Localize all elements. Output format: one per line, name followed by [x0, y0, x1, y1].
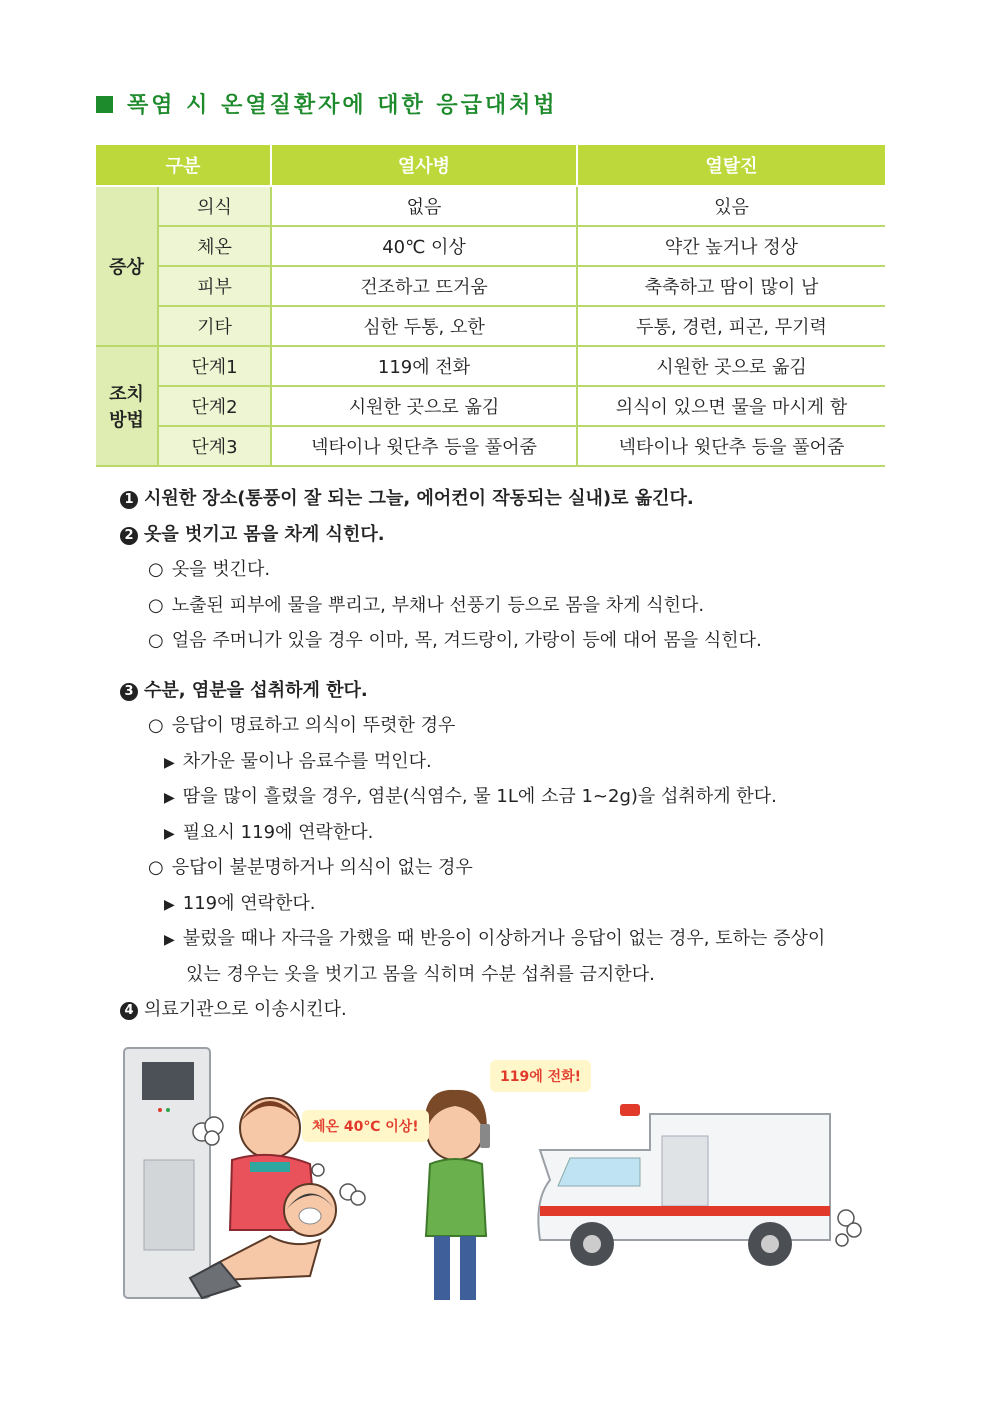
category-symptoms: 증상	[96, 186, 158, 346]
ambulance-icon	[538, 1104, 830, 1266]
cell-exhaustion: 의식이 있으면 물을 마시게 함	[577, 386, 885, 426]
circle-bullet-icon: ○	[148, 594, 164, 616]
circle-bullet-icon: ○	[148, 715, 164, 736]
number-badge-icon: 1	[120, 491, 138, 509]
row-label: 의식	[158, 186, 271, 226]
step-3: 3 수분, 염분을 섭취하게 한다.	[120, 676, 900, 712]
cell-exhaustion: 약간 높거나 정상	[577, 226, 885, 266]
circle-bullet-icon: ○	[148, 630, 164, 651]
arrow-bullet-icon: ▶	[164, 754, 175, 771]
table-row	[96, 386, 885, 426]
table-row	[96, 306, 885, 346]
bubble-body-temperature: 체온 40℃ 이상!	[302, 1110, 429, 1142]
table-row	[96, 226, 885, 266]
caller-person-icon	[424, 1090, 490, 1300]
list-item: ○ 노출된 피부에 물을 뿌리고, 부채나 선풍기 등으로 몸을 차게 식힌다.	[120, 591, 900, 627]
illustration	[120, 1040, 880, 1310]
table-row	[96, 186, 885, 226]
first-aid-steps	[120, 484, 900, 1031]
arrow-bullet-icon: ▶	[164, 896, 175, 913]
cell-heatstroke: 시원한 곳으로 옮김	[271, 386, 577, 426]
table-row	[96, 426, 885, 466]
cell-exhaustion: 두통, 경련, 피곤, 무기력	[577, 306, 885, 346]
table-header-row	[96, 144, 885, 186]
list-item: ○ 응답이 불분명하거나 의식이 없는 경우	[120, 853, 900, 889]
list-item: ▶ 필요시 119에 연락한다.	[120, 818, 900, 854]
table-row	[96, 266, 885, 306]
cell-heatstroke: 119에 전화	[271, 346, 577, 386]
row-label: 피부	[158, 266, 271, 306]
page-title: 폭염 시 온열질환자에 대한 응급대처법	[96, 88, 558, 119]
arrow-bullet-icon: ▶	[164, 825, 175, 842]
cell-heatstroke: 심한 두통, 오한	[271, 306, 577, 346]
list-item: ▶ 119에 연락한다.	[120, 889, 900, 925]
cell-heatstroke: 넥타이나 윗단추 등을 풀어줌	[271, 426, 577, 466]
list-item: ▶ 불렀을 때나 자극을 가했을 때 반응이 이상하거나 응답이 없는 경우, 토하는 증상이	[120, 924, 900, 960]
table-row	[96, 346, 885, 386]
header-category: 구분	[96, 144, 271, 186]
arrow-bullet-icon: ▶	[164, 932, 175, 948]
header-exhaustion: 열탈진	[577, 144, 885, 186]
circle-bullet-icon: ○	[148, 857, 164, 878]
list-item: ▶ 땀을 많이 흘렸을 경우, 염분(식염수, 물 1L에 소금 1~2g)을 섭취하게 한다.	[120, 782, 900, 818]
step-1: 1 시원한 장소(통풍이 잘 되는 그늘, 에어컨이 작동되는 실내)로 옮긴다.	[120, 484, 900, 520]
row-label: 단계1	[158, 346, 271, 386]
circle-bullet-icon: ○	[148, 559, 164, 580]
cell-heatstroke: 40℃ 이상	[271, 226, 577, 266]
list-item: ○ 얼음 주머니가 있을 경우 이마, 목, 겨드랑이, 가랑이 등에 대어 몸을 식힌다.	[120, 626, 900, 662]
row-label: 단계2	[158, 386, 271, 426]
cell-heatstroke: 건조하고 뜨거움	[271, 266, 577, 306]
list-item: ○ 응답이 명료하고 의식이 뚜렷한 경우	[120, 711, 900, 747]
number-badge-icon: 4	[120, 1002, 138, 1020]
list-item-continued: 있는 경우는 옷을 벗기고 몸을 식히며 수분 섭취를 금지한다.	[186, 963, 655, 985]
step-4: 4 의료기관으로 이송시킨다.	[120, 995, 900, 1031]
list-item: ▶ 차가운 물이나 음료수를 먹인다.	[120, 747, 900, 783]
category-actions: 조치 방법	[96, 346, 158, 466]
step-2: 2 옷을 벗기고 몸을 차게 식힌다.	[120, 520, 900, 556]
cell-heatstroke: 없음	[271, 186, 577, 226]
cell-exhaustion: 시원한 곳으로 옮김	[577, 346, 885, 386]
air-conditioner-icon	[124, 1048, 210, 1298]
exhaust-cloud-icon	[836, 1210, 861, 1246]
cell-exhaustion: 있음	[577, 186, 885, 226]
number-badge-icon: 2	[120, 527, 138, 545]
square-bullet-icon	[96, 96, 113, 113]
list-item: ○ 옷을 벗긴다.	[120, 555, 900, 591]
number-badge-icon: 3	[120, 683, 138, 701]
row-label: 단계3	[158, 426, 271, 466]
header-heatstroke: 열사병	[271, 144, 577, 186]
first-aid-table	[96, 143, 885, 467]
bubble-call-119: 119에 전화!	[490, 1060, 591, 1092]
arrow-bullet-icon: ▶	[164, 790, 175, 806]
cell-exhaustion: 넥타이나 윗단추 등을 풀어줌	[577, 426, 885, 466]
row-label: 체온	[158, 226, 271, 266]
cell-exhaustion: 축축하고 땀이 많이 남	[577, 266, 885, 306]
row-label: 기타	[158, 306, 271, 346]
